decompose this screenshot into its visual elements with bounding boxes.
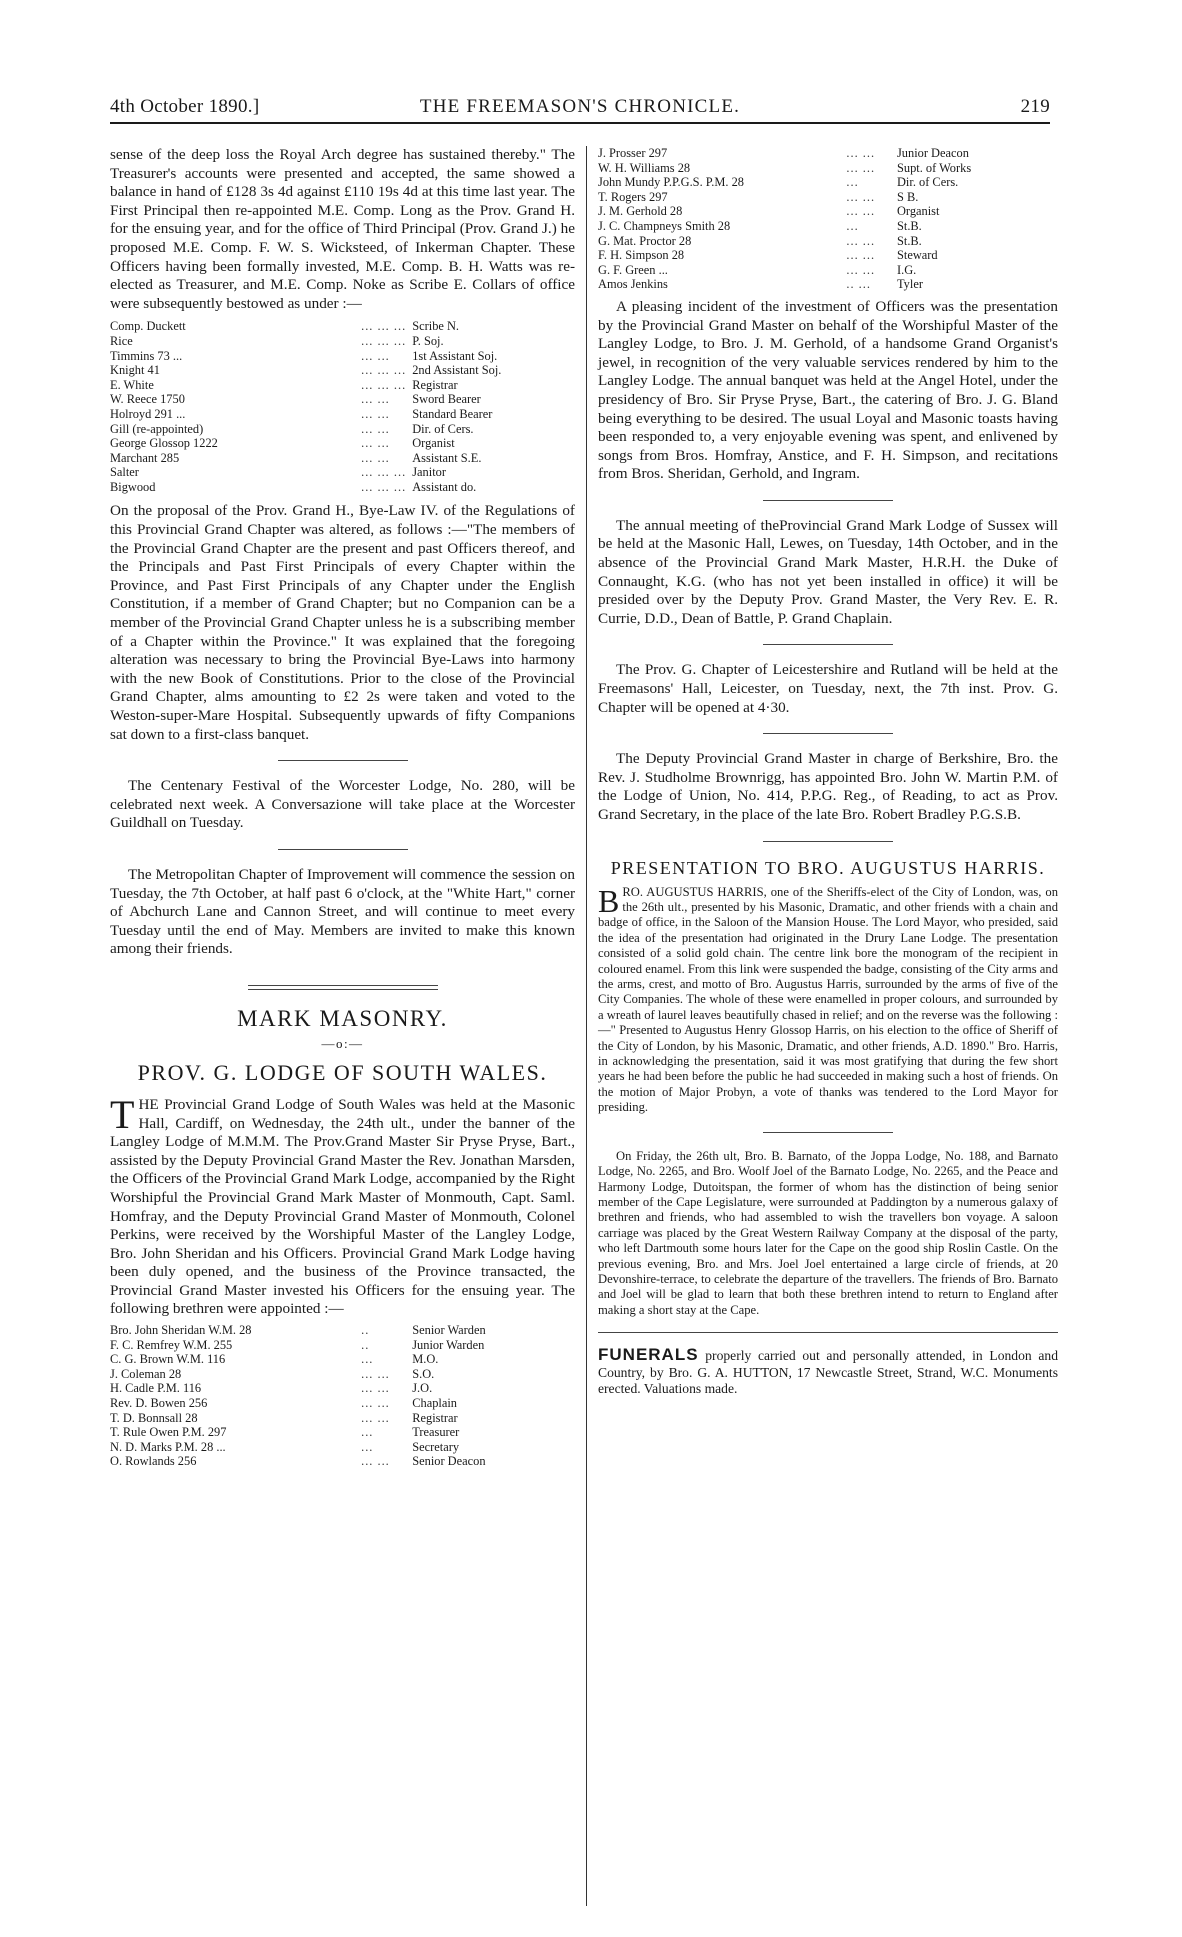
officer-row (110, 1338, 575, 1353)
leader-dots: ... ... (361, 348, 390, 363)
officer-office: Assistant S.E. (412, 450, 482, 465)
leader-dots: ... ... (846, 233, 876, 248)
officer-name: W. H. Williams 28 (598, 160, 691, 175)
officer-office: 1st Assistant Soj. (412, 348, 498, 363)
officer-name: C. G. Brown W.M. 116 (110, 1352, 226, 1367)
officer-name: Rev. D. Bowen 256 (110, 1396, 208, 1411)
officer-office: 2nd Assistant Soj. (412, 363, 502, 378)
officer-row (110, 451, 575, 466)
section-double-rule (248, 985, 438, 990)
leicester-chapter-paragraph: The Prov. G. Chapter of Leicestershire and Rutland will be held at the Freemasons' Hall, Leicester, on Tuesday, next, the 7th inst. Prov. G. Chapter will be opened at 4·30. (598, 661, 1058, 716)
right-column (598, 146, 1058, 1398)
section-ornament: —o:— (321, 1035, 364, 1051)
leader-dots: .. (361, 1323, 370, 1338)
officer-office: Junior Warden (412, 1337, 485, 1352)
drop-cap: B (598, 882, 620, 919)
officer-name: H. Cadle P.M. 116 (110, 1381, 202, 1396)
officer-office: Treasurer (412, 1425, 460, 1440)
officer-office: Junior Deacon (896, 146, 969, 160)
leader-dots: ... ... (846, 248, 876, 263)
leader-dots: ... ... ... (361, 377, 407, 392)
south-wales-text: HE Provincial Grand Lodge of South Wales was held at the Masonic Hall, Cardiff, on Wednesday, the 24th ult., under the banner of the Langley Lodge of M.M.M. The Prov.Grand Master Sir Pryse Pryse, Bart., assisted by the Deputy Provincial Grand Master the Rev. Jonathan Marsden, the Officers of the Provincial Grand Mark Lodge, accompanied by the Right Worshipful the Provincial Grand Mark Master of Monmouth, Capt. Saml. Homfray, and the Deputy Provincial Grand Master of Monmouth, Colonel Perkins, were received by the Worshipful Master of the Langley Lodge, Bro. John Sheridan and his Officers. Provincial Grand Mark Lodge having been duly opened, and the business of the Province transacted, the Provincial Grand Master invested his Officers for the ensuing year. The following brethren were appointed :— (110, 1095, 575, 1318)
issue-date: 4th October 1890.] (110, 96, 260, 117)
officer-office: St.B. (896, 218, 922, 233)
officer-name: T. Rule Owen P.M. 297 (110, 1425, 227, 1440)
officer-row (598, 161, 1058, 176)
officer-row (110, 1367, 575, 1382)
south-wales-paragraph (110, 1091, 575, 1319)
officer-row (110, 378, 575, 393)
officer-office: Senior Deacon (412, 1454, 486, 1469)
page-header (110, 92, 1050, 124)
officer-name: O. Rowlands 256 (110, 1454, 197, 1469)
leader-dots: .. (361, 1337, 370, 1352)
officer-office: S B. (896, 189, 919, 204)
officer-name: W. Reece 1750 (110, 392, 185, 407)
funerals-advertisement (598, 1347, 1058, 1398)
column-divider (586, 146, 587, 1906)
jewel-presentation-paragraph: A pleasing incident of the investment of Officers was the presentation by the Provincial Grand Master on behalf of the Worshipful Master of the Langley Lodge, to Bro. J. M. Gerhold, of a handsome Grand Organist's jewel, in recognition of the very valuable services rendered by him to the Langley Lodge. The annual banquet was held at the Angel Hotel, under the presidency of Bro. Sir Pryse Pryse, Bart., the catering of Bro. J. G. Bland being everything to be desired. The usual Loyal and Masonic toasts having been responded to, a very enjoyable evening was spent, and enlivened by songs from Bros. Homfray, Anstice, and F. H. Simpson, and recitations from Bros. Sheridan, Gerhold, and Ingram. (598, 297, 1058, 483)
officer-row (598, 263, 1058, 278)
leader-dots: ... ... (846, 189, 876, 204)
officer-office: Scribe N. (412, 319, 460, 334)
centenary-paragraph: The Centenary Festival of the Worcester Lodge, No. 280, will be celebrated next week. A Conversazione will take place at the Worcester Guildhall on Tuesday. (110, 777, 575, 832)
drop-cap: T (110, 1091, 135, 1137)
officer-name: T. Rogers 297 (598, 189, 668, 204)
officer-name: Gill (re-appointed) (110, 421, 204, 436)
separator-rule (763, 644, 893, 645)
funerals-text: properly carried out and personally attended, in London and Country, by Bro. G. A. HUTTON, 17 Newcastle Street, Strand, W.C. Monuments erected. Valuations made. (598, 1348, 1058, 1397)
officer-row (110, 319, 575, 334)
officer-name: Amos Jenkins (598, 277, 668, 292)
leader-dots: ... ... (361, 1396, 390, 1411)
officer-office: St.B. (896, 233, 922, 248)
presentation-text: RO. AUGUSTUS HARRIS, one of the Sheriffs-elect of the City of London, was, on the 26th ult., presented by his Masonic, Dramatic, and other friends with a chain and badge of office, in the Saloon of the Mansion House. The Lord Mayor, who presided, said the idea of the presentation had originated in the Drury Lane Lodge. The presentation consisted of a solid gold chain. The centre link bore the monogram of the recipient in coloured enamel. From this link were suspended the badge, consisting of the City arms and the arms, crest, and motto of Bro. Augustus Harris, surrounded by the arms of five of the City Companies. The whole of these were enamelled in proper colours, and surrounded by a wreath of laurel leaves beautifully chased in relief; and on the reverse was the following :—" Presented to Augustus Henry Glossop Harris, on his election to the office of Sheriff of the City of London, by his Masonic, Dramatic, and other friends, A.D. 1890." Bro. Harris, in acknowledging the presentation, said it was most gratifying that during the few short years he had been before the public he had succeeded in making such a host of friends. On the motion of Major Probyn, a vote of thanks was tendered to the Lord Mayor for presiding. (598, 884, 1058, 1115)
sussex-meeting-paragraph: The annual meeting of theProvincial Grand Mark Lodge of Sussex will be held at the Masonic Hall, Lewes, on Tuesday, 14th October, and in the absence of the Provincial Grand Mark Master, H.R.H. the Duke of Connaught, K.G. (who has not yet been installed in office) it will be presided over by the Deputy Prov. Grand Master, the Very Rev. E. R. Currie, D.D., Dean of Battle, P. Grand Chaplain. (598, 516, 1058, 627)
presentation-heading: PRESENTATION TO BRO. AUGUSTUS HARRIS. (610, 857, 1046, 878)
officer-office: Registrar (412, 1410, 458, 1425)
leader-dots: ... ... (846, 146, 876, 160)
officer-office: Secretary (412, 1439, 460, 1454)
leader-dots: ... ... (846, 160, 876, 175)
officer-name: E. White (110, 377, 154, 392)
officer-row (598, 248, 1058, 263)
officer-office: Assistant do. (412, 479, 477, 494)
officer-office: Organist (896, 204, 940, 219)
officer-row (110, 1352, 575, 1367)
officer-row (110, 1440, 575, 1455)
officer-office: Standard Bearer (412, 406, 493, 421)
officer-row (110, 407, 575, 422)
officer-name: Salter (110, 465, 139, 480)
officer-name: F. H. Simpson 28 (598, 248, 685, 263)
officer-row (598, 219, 1058, 234)
leader-dots: ... ... (361, 421, 390, 436)
separator-rule (278, 849, 408, 850)
page-number: 219 (1020, 96, 1050, 117)
officer-office: Registrar (412, 377, 458, 392)
officer-row (598, 204, 1058, 219)
officer-name: Marchant 285 (110, 450, 180, 465)
lodge-officers-list (110, 1323, 575, 1469)
leader-dots: ... ... ... (361, 363, 407, 378)
officer-office: I.G. (896, 262, 917, 277)
officer-office: Supt. of Works (896, 160, 972, 175)
officer-row (598, 175, 1058, 190)
officer-name: J. C. Champneys Smith 28 (598, 218, 731, 233)
leader-dots: .. ... (846, 277, 871, 292)
officer-row (110, 349, 575, 364)
chapter-report-paragraph: sense of the deep loss the Royal Arch degree has sustained thereby." The Treasurer's accounts were presented and accepted, the same showed a balance in hand of £128 3s 4d against £110 19s 4d at this time last year. The First Principal then re-appointed M.E. Comp. Long as the Prov. Grand H. for the ensuing year, and for the office of Third Principal (Prov. Grand J.) he proposed M.E. Comp. F. W. S. Wicksteed, of Inkerman Chapter. These Officers having been formally invested, M.E. Comp. B. H. Watts was re-elected as Treasurer, and M.E. Comp. Noke as Scribe E. Collars of office were subsequently bestowed as under :— (110, 146, 575, 312)
leader-dots: ... ... (361, 450, 390, 465)
officer-office: Janitor (412, 465, 446, 480)
leader-dots: ... ... (361, 1366, 390, 1381)
officer-row (110, 392, 575, 407)
officer-name: Bigwood (110, 479, 156, 494)
separator-rule (598, 1332, 1058, 1333)
leader-dots: ... (361, 1425, 374, 1440)
officer-office: M.O. (412, 1352, 439, 1367)
separator-rule (763, 733, 893, 734)
officer-name: G. F. Green ... (598, 262, 668, 277)
left-column (110, 146, 575, 1469)
metropolitan-paragraph: The Metropolitan Chapter of Improvement will commence the session on Tuesday, the 7th October, at half past 6 o'clock, at the "White Hart," corner of Abchurch Lane and Cannon Street, and will continue to meet every Tuesday until the end of May. Members are invited to make this known among their friends. (110, 865, 575, 958)
officer-office: Senior Warden (412, 1323, 486, 1338)
officer-name: N. D. Marks P.M. 28 ... (110, 1439, 226, 1454)
publication-title: THE FREEMASON'S CHRONICLE. (419, 96, 741, 117)
separator-rule (763, 1132, 893, 1133)
officer-row (110, 1411, 575, 1426)
officer-office: Sword Bearer (412, 392, 481, 407)
officer-name: G. Mat. Proctor 28 (598, 233, 692, 248)
officer-name: J. M. Gerhold 28 (598, 204, 683, 219)
leader-dots: ... ... (361, 1410, 390, 1425)
berkshire-paragraph: The Deputy Provincial Grand Master in charge of Berkshire, Bro. the Rev. J. Studholme Brownrigg, has appointed Bro. John W. Martin P.M. of the Lodge of Union, No. 414, P.P.G. Reg., of Reading, to act as Prov. Grand Secretary, in the place of the late Bro. Robert Bradley P.G.S.B. (598, 750, 1058, 823)
officer-row (110, 480, 575, 495)
officer-row (110, 1323, 575, 1338)
officer-row (110, 1454, 575, 1469)
separator-rule (763, 500, 893, 501)
leader-dots: ... ... (846, 204, 876, 219)
officer-row (110, 436, 575, 451)
officer-office: Steward (896, 248, 938, 263)
officer-row (598, 190, 1058, 205)
leader-dots: ... ... (361, 392, 390, 407)
leader-dots: ... ... (361, 1381, 390, 1396)
leader-dots: ... ... (361, 406, 390, 421)
leader-dots: ... ... ... (361, 465, 407, 480)
leader-dots: ... (361, 1352, 374, 1367)
officer-name: F. C. Remfrey W.M. 255 (110, 1337, 233, 1352)
officer-name: Timmins 73 ... (110, 348, 183, 363)
officer-name: Holroyd 291 ... (110, 406, 186, 421)
officer-name: J. Prosser 297 (598, 146, 668, 160)
leader-dots: ... ... ... (361, 319, 407, 334)
officer-row (110, 1396, 575, 1411)
leader-dots: ... ... (846, 262, 876, 277)
officer-name: Bro. John Sheridan W.M. 28 (110, 1323, 252, 1338)
leader-dots: ... ... (361, 436, 390, 451)
mark-masonry-heading: MARK MASONRY. (237, 1005, 448, 1031)
funerals-heading: FUNERALS (598, 1345, 699, 1365)
officer-name: Rice (110, 333, 133, 348)
leader-dots: ... ... ... (361, 333, 407, 348)
officer-row (110, 465, 575, 480)
officer-row (598, 146, 1058, 161)
officer-name: J. Coleman 28 (110, 1366, 182, 1381)
leader-dots: ... (361, 1439, 374, 1454)
officer-name: T. D. Bonnsall 28 (110, 1410, 198, 1425)
barnato-paragraph: On Friday, the 26th ult, Bro. B. Barnato, of the Joppa Lodge, No. 188, and Barnato Lodge, No. 2265, and Bro. Woolf Joel of the Barnato Lodge, No. 2265, and the Peace and Harmony Lodge, Dutoitspan, the former of whom has the distinction of being senior member of the Cape Legislature, were surrounded at Paddington by a numerous galaxy of brethren and friends, who had assembled to wish the travellers bon voyage. A saloon carriage was placed by the Great Western Railway Company at the disposal of the party, who left Dartmouth some hours later for the Cape on the good ship Roslin Castle. On the previous evening, Bro. and Mrs. Joel Joel entertained a large circle of friends, at 20 Devonshire-terrace, to celebrate the departure of the travellers. The friends of Bro. Barnato and Joel will be glad to learn that both these brethren intend to return to England after making a short stay at the Cape. (598, 1148, 1058, 1317)
leader-dots: ... (846, 175, 859, 190)
south-wales-heading: PROV. G. LODGE OF SOUTH WALES. (137, 1059, 548, 1085)
officer-office: Chaplain (412, 1396, 457, 1411)
officer-row (110, 422, 575, 437)
officer-office: S.O. (412, 1366, 435, 1381)
officer-name: George Glossop 1222 (110, 436, 218, 451)
leader-dots: ... (846, 218, 859, 233)
officer-row (110, 1381, 575, 1396)
officer-office: Dir. of Cers. (896, 175, 959, 190)
officer-row (110, 1425, 575, 1440)
separator-rule (763, 841, 893, 842)
officer-office: Dir. of Cers. (412, 421, 474, 436)
officer-row (598, 234, 1058, 249)
lodge-officers-list-continued (598, 146, 1058, 292)
officer-name: Comp. Duckett (110, 319, 186, 334)
officer-row (110, 334, 575, 349)
separator-rule (278, 760, 408, 761)
officer-office: J.O. (412, 1381, 433, 1396)
officer-name: Knight 41 (110, 363, 160, 378)
officer-name: John Mundy P.P.G.S. P.M. 28 (598, 175, 744, 190)
presentation-paragraph (598, 882, 1058, 1116)
chapter-officers-list (110, 319, 575, 494)
leader-dots: ... ... (361, 1454, 390, 1469)
officer-row (598, 277, 1058, 292)
officer-office: P. Soj. (412, 333, 444, 348)
officer-row (110, 363, 575, 378)
leader-dots: ... ... ... (361, 479, 407, 494)
byelaw-paragraph: On the proposal of the Prov. Grand H., Bye-Law IV. of the Regulations of this Provincial Grand Chapter was altered, as follows :—"The members of the Provincial Grand Chapter are the present and past Officers thereof, and the Principals and Past First Principals of every Chapter within the Province, and Past First Principals of any Chapter under the English Constitution, if a member of Grand Chapter; but no Companion can be a member of the Provincial Grand Chapter unless he is a subscribing member of a Chapter within the Province." It was explained that the foregoing alteration was necessary to bring the Provincial Bye-Laws into harmony with the new Book of Constitutions. Prior to the close of the Provincial Grand Chapter, alms amounting to £2 2s were taken and voted to the Weston-super-Mare Hospital. Subsequently upwards of fifty Companions sat down to a first-class banquet. (110, 502, 575, 743)
officer-office: Tyler (896, 277, 923, 292)
officer-office: Organist (412, 436, 455, 451)
